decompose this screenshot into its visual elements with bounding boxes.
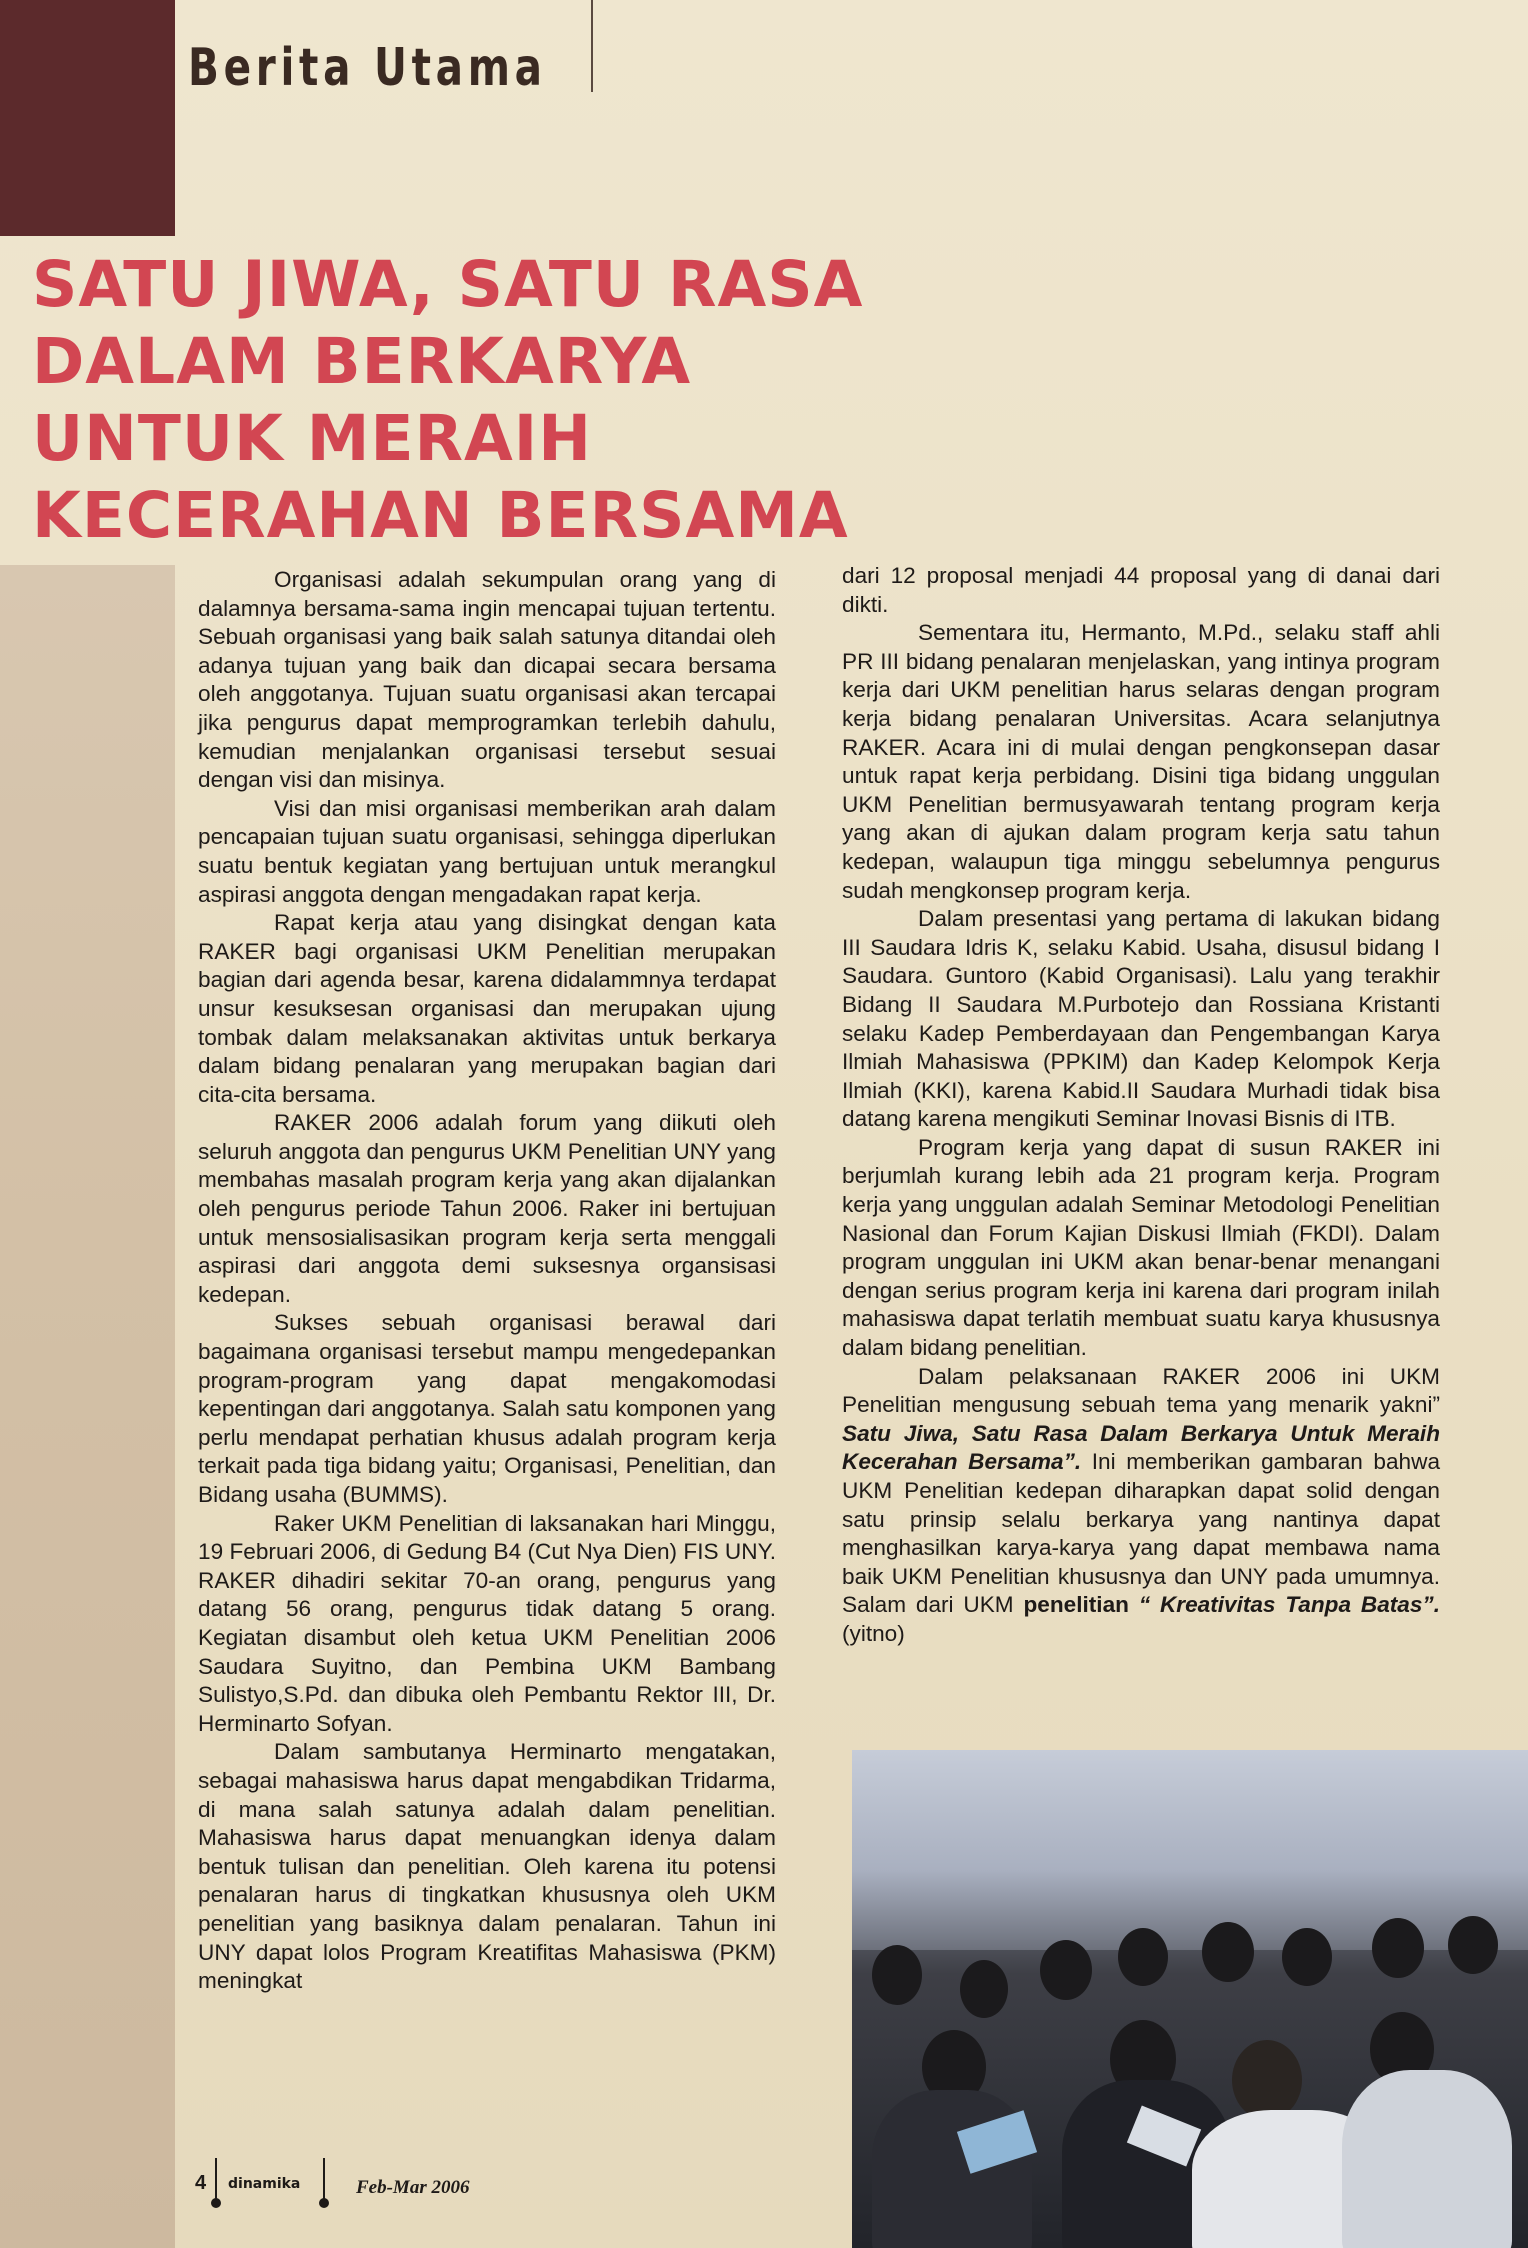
paragraph: Raker UKM Penelitian di laksanakan hari Minggu, 19 Februari 2006, di Gedung B4 (Cut Nya Dien) FIS UNY. RAKER dihadiri sekitar 70-an orang, pengurus yang datang 56 orang, pengurus tidak datang 5 orang. Kegiatan disambut oleh ketua UKM Penelitian 2006 Saudara Suyitno, dan Pembina UKM Bambang Sulistyo,S.Pd. dan dibuka oleh Pembantu Rektor III, Dr. Herminarto Sofyan. xyxy=(198,1510,776,1736)
paragraph: Organisasi adalah sekumpulan orang yang di dalamnya bersama-sama ingin mencapai tujuan tertentu. Sebuah organisasi yang baik salah satunya ditandai oleh adanya tujuan yang baik dan dicapai secara bersama oleh anggotanya. Tujuan suatu organisasi akan tercapai jika pengurus dapat memprogramkan terlebih dahulu, kemudian menjalankan organisasi tersebut sesuai dengan visi dan misinya. xyxy=(198,567,776,793)
left-margin-strip xyxy=(0,565,175,2248)
article-column-left xyxy=(198,566,776,1996)
paragraph: RAKER 2006 adalah forum yang diikuti oleh seluruh anggota dan pengurus UKM Penelitian UNY yang membahas masalah program kerja yang akan dijalankan oleh pengurus periode Tahun 2006. Raker ini bertujuan untuk mensosialisasikan program kerja serta menggali aspirasi dari anggota demi suksesnya organsisasi kedepan. xyxy=(198,1110,776,1307)
paragraph: Dalam sambutanya Herminarto mengatakan, sebagai mahasiswa harus dapat mengabdikan Tridarma, di mana salah satunya adalah dalam penelitian. Mahasiswa harus dapat menuangkan idenya dalam bentuk tulisan dan penelitian. Oleh karena itu potensi penalaran harus di tingkatkan khususnya oleh UKM penelitian yang basiknya dalam penalaran. Tahun ini UNY dapat lolos Program Kreatifitas Mahasiswa (PKM) meningkat xyxy=(198,1739,776,1994)
page-number: 4 xyxy=(195,2172,207,2194)
issue-date: Feb-Mar 2006 xyxy=(356,2177,470,2198)
theme-title: Satu Jiwa, Satu Rasa Dalam Berkarya Untuk Meraih Kecerahan Bersama”. xyxy=(842,1420,1440,1475)
corner-color-block xyxy=(0,0,175,236)
footer-dot xyxy=(319,2198,329,2208)
paragraph: Sukses sebuah organisasi berawal dari bagaimana organisasi tersebut mampu mengedepankan program-program yang dapat mengakomodasi kepentingan dari anggotanya. Salah satu komponen yang perlu mendapat perhatian khusus adalah program kerja terkait pada tiga bidang yaitu; Organisasi, Penelitian, dan Bidang usaha (BUMMS). xyxy=(198,1310,776,1507)
photo-wall xyxy=(852,1750,1528,1950)
theme-body: Ini memberikan gambaran bahwa UKM Penelitian kedepan diharapkan dapat solid dengan satu prinsip selalu berkarya yang nantinya dapat menghasilkan karya-karya yang dapat membawa nama baik UKM Penelitian khususnya dan UNY pada umumnya. Salam dari UKM xyxy=(842,1449,1441,1618)
author-credit: (yitno) xyxy=(842,1620,905,1646)
headline-line-3: UNTUK MERAIH xyxy=(32,402,592,475)
paragraph: Rapat kerja atau yang disingkat dengan kata RAKER bagi organisasi UKM Penelitian merupakan bagian dari agenda besar, karena didalammnya terdapat unsur kesuksesan organisasi dan merupakan ujung tombak dalam melaksanakan aktivitas untuk berkarya dalam bidang penalaran yang merupakan bagian dari cita-cita bersama. xyxy=(198,910,776,1107)
section-rule xyxy=(591,0,593,92)
photo-body xyxy=(872,2090,1032,2248)
photo-person xyxy=(872,1945,922,2005)
motto: “ Kreativitas Tanpa Batas”. xyxy=(1138,1592,1441,1618)
article-column-right xyxy=(842,562,1440,1649)
headline-line-2: DALAM BERKARYA xyxy=(32,325,692,398)
paragraph: Dalam presentasi yang pertama di lakukan bidang III Saudara Idris K, selaku Kabid. Usaha, disusul bidang I Saudara. Guntoro (Kabid Organisasi). Lalu yang terakhir Bidang II Saudara M.Purbotejo dan Rossiana Kristanti selaku Kadep Pemberdayaan dan Pengembangan Karya Ilmiah Mahasiswa (PPKIM) dan Kadep Kelompok Kerja Ilmiah (KKI), karena Kabid.II Saudara Murhadi tidak bisa datang karena mengikuti Seminar Inovasi Bisnis di ITB. xyxy=(842,906,1440,1132)
footer-dot xyxy=(211,2198,221,2208)
photo-person xyxy=(1202,1922,1254,1982)
publication-name: dinamika xyxy=(228,2176,301,2192)
section-label: Berita Utama xyxy=(188,38,547,98)
photo-person xyxy=(960,1960,1008,2018)
theme-intro: Dalam pelaksanaan RAKER 2006 ini UKM Penelitian mengusung sebuah tema yang menarik yakni” xyxy=(842,1363,1440,1418)
headline-line-1: SATU JIWA, SATU RASA xyxy=(32,248,864,321)
photo-person xyxy=(1040,1940,1092,2000)
paragraph-theme xyxy=(842,1363,1440,1649)
paragraph: Visi dan misi organisasi memberikan arah dalam pencapaian tujuan suatu organisasi, sehingga diperlukan suatu bentuk kegiatan yang bertujuan untuk merangkul aspirasi anggota dengan mengadakan rapat kerja. xyxy=(198,795,776,907)
paragraph: Program kerja yang dapat di susun RAKER ini berjumlah kurang lebih ada 21 program kerja. Program kerja yang unggulan adalah Seminar Metodologi Penelitian Nasional dan Forum Kajian Diskusi Ilmiah (FKDI). Dalam program unggulan ini UKM akan benar-benar menangani dengan serius program kerja ini karena dari program inilah mahasiswa dapat terlatih membuat suatu karya khususnya dalam bidang penelitian. xyxy=(842,1134,1440,1361)
photo-person xyxy=(1282,1928,1332,1986)
photo-person xyxy=(1448,1916,1498,1974)
event-photo xyxy=(852,1750,1528,2248)
paragraph: dari 12 proposal menjadi 44 proposal yang di danai dari dikti. xyxy=(842,563,1440,617)
photo-body xyxy=(1342,2070,1512,2248)
headline-line-4: KECERAHAN BERSAMA xyxy=(32,479,849,552)
photo-person xyxy=(1232,2040,1302,2120)
photo-person xyxy=(1118,1928,1168,1986)
photo-person xyxy=(1372,1918,1424,1978)
theme-bold-word: penelitian xyxy=(1023,1592,1129,1618)
article-headline xyxy=(32,246,1032,554)
paragraph: Sementara itu, Hermanto, M.Pd., selaku staff ahli PR III bidang penalaran menjelaskan, yang intinya program kerja dari UKM penelitian harus selaras dengan program kerja bidang penalaran Universitas. Acara selanjutnya RAKER. Acara ini di mulai dengan pengkonsepan dasar untuk rapat kerja perbidang. Disini tiga bidang unggulan UKM Penelitian bermusyawarah tentang program kerja yang akan di ajukan dalam program kerja satu tahun kedepan, walaupun tiga minggu sebelumnya pengurus sudah mengkonsep program kerja. xyxy=(842,620,1440,903)
